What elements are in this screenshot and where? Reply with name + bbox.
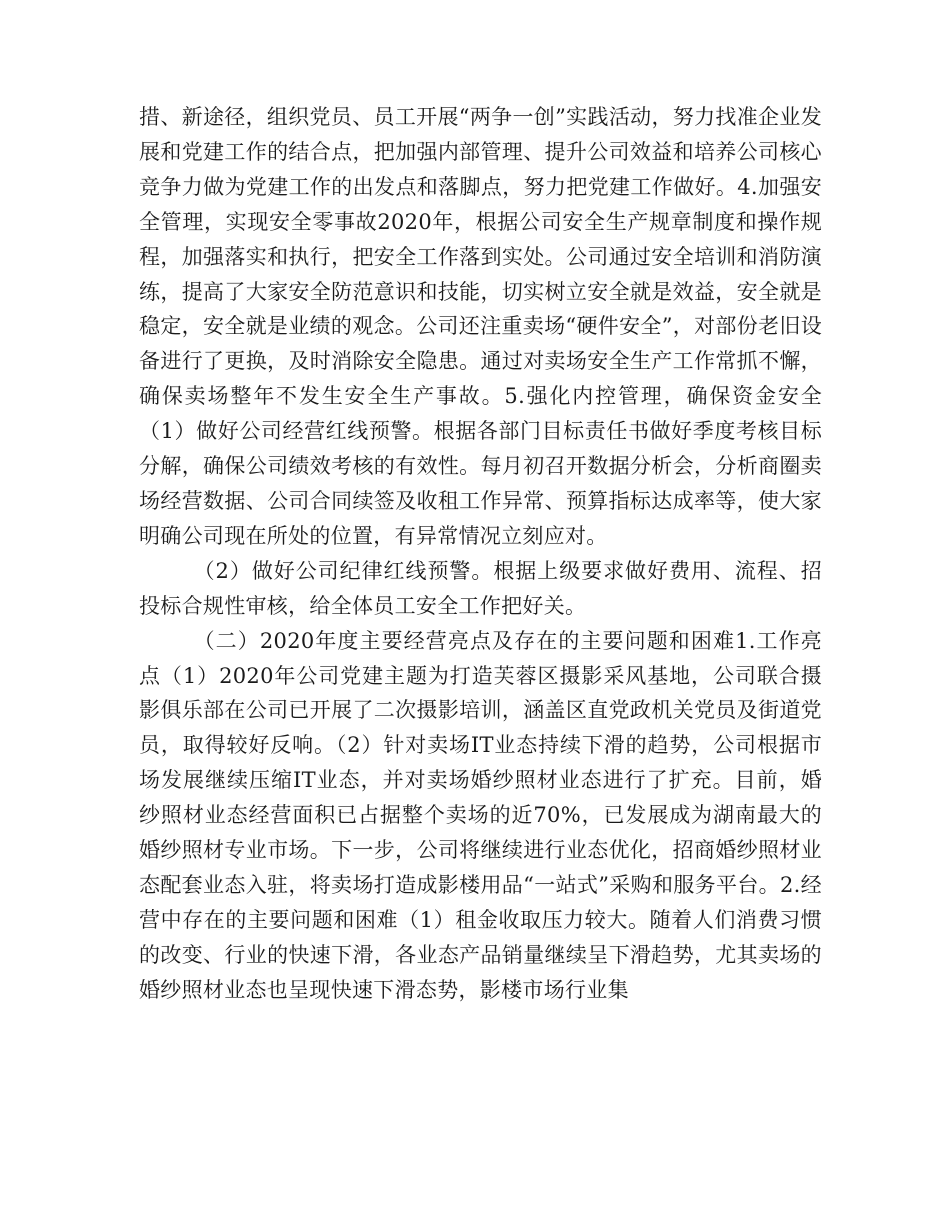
paragraph-highlights-and-problems: （二）2020年度主要经营亮点及存在的主要问题和困难1.工作亮点（1）2020年公司党建主题为打造芙蓉区摄影采风基地，公司联合摄影俱乐部在公司已开展了二次摄影培训，涵盖区直党政机关党员及街道党员，取得较好反响。（2）针对卖场IT业态持续下滑的趋势，公司根据市场发展继续压缩IT业态，并对卖场婚纱照材业态进行了扩充。目前，婚纱照材业态经营面积已占据整个卖场的近70%，已发展成为湖南最大的婚纱照材专业市场。下一步，公司将继续进行业态优化，招商婚纱照材业态配套业态入驻，将卖场打造成影楼用品“一站式”采购和服务平台。2.经营中存在的主要问题和困难（1）租金收取压力较大。随着人们消费习惯的改变、行业的快速下滑，各业态产品销量继续呈下滑趋势，尤其卖场的婚纱照材业态也呈现快速下滑态势，影楼市场行业集 — [139, 628, 822, 1002]
paragraph-safety-and-controls: 措、新途径，组织党员、员工开展“两争一创”实践活动，努力找准企业发展和党建工作的结合点，把加强内部管理、提升公司效益和培养公司核心竞争力做为党建工作的出发点和落脚点，努力把党建工作做好。4.加强安全管理，实现安全零事故2020年，根据公司安全生产规章制度和操作规程，加强落实和执行，把安全工作落到实处。公司通过安全培训和消防演练，提高了大家安全防范意识和技能，切实树立安全就是效益，安全就是稳定，安全就是业绩的观念。公司还注重卖场“硬件安全”，对部份老旧设备进行了更换，及时消除安全隐患。通过对卖场安全生产工作常抓不懈，确保卖场整年不发生安全生产事故。5.强化内控管理，确保资金安全（1）做好公司经营红线预警。根据各部门目标责任书做好季度考核目标分解，确保公司绩效考核的有效性。每月初召开数据分析会，分析商圈卖场经营数据、公司合同续签及收租工作异常、预算指标达成率等，使大家明确公司现在所处的位置，有异常情况立刻应对。 — [139, 105, 822, 548]
paragraph-discipline-warning: （2）做好公司纪律红线预警。根据上级要求做好费用、流程、招投标合规性审核，给全体员工安全工作把好关。 — [139, 558, 822, 618]
document-body — [139, 100, 822, 1008]
